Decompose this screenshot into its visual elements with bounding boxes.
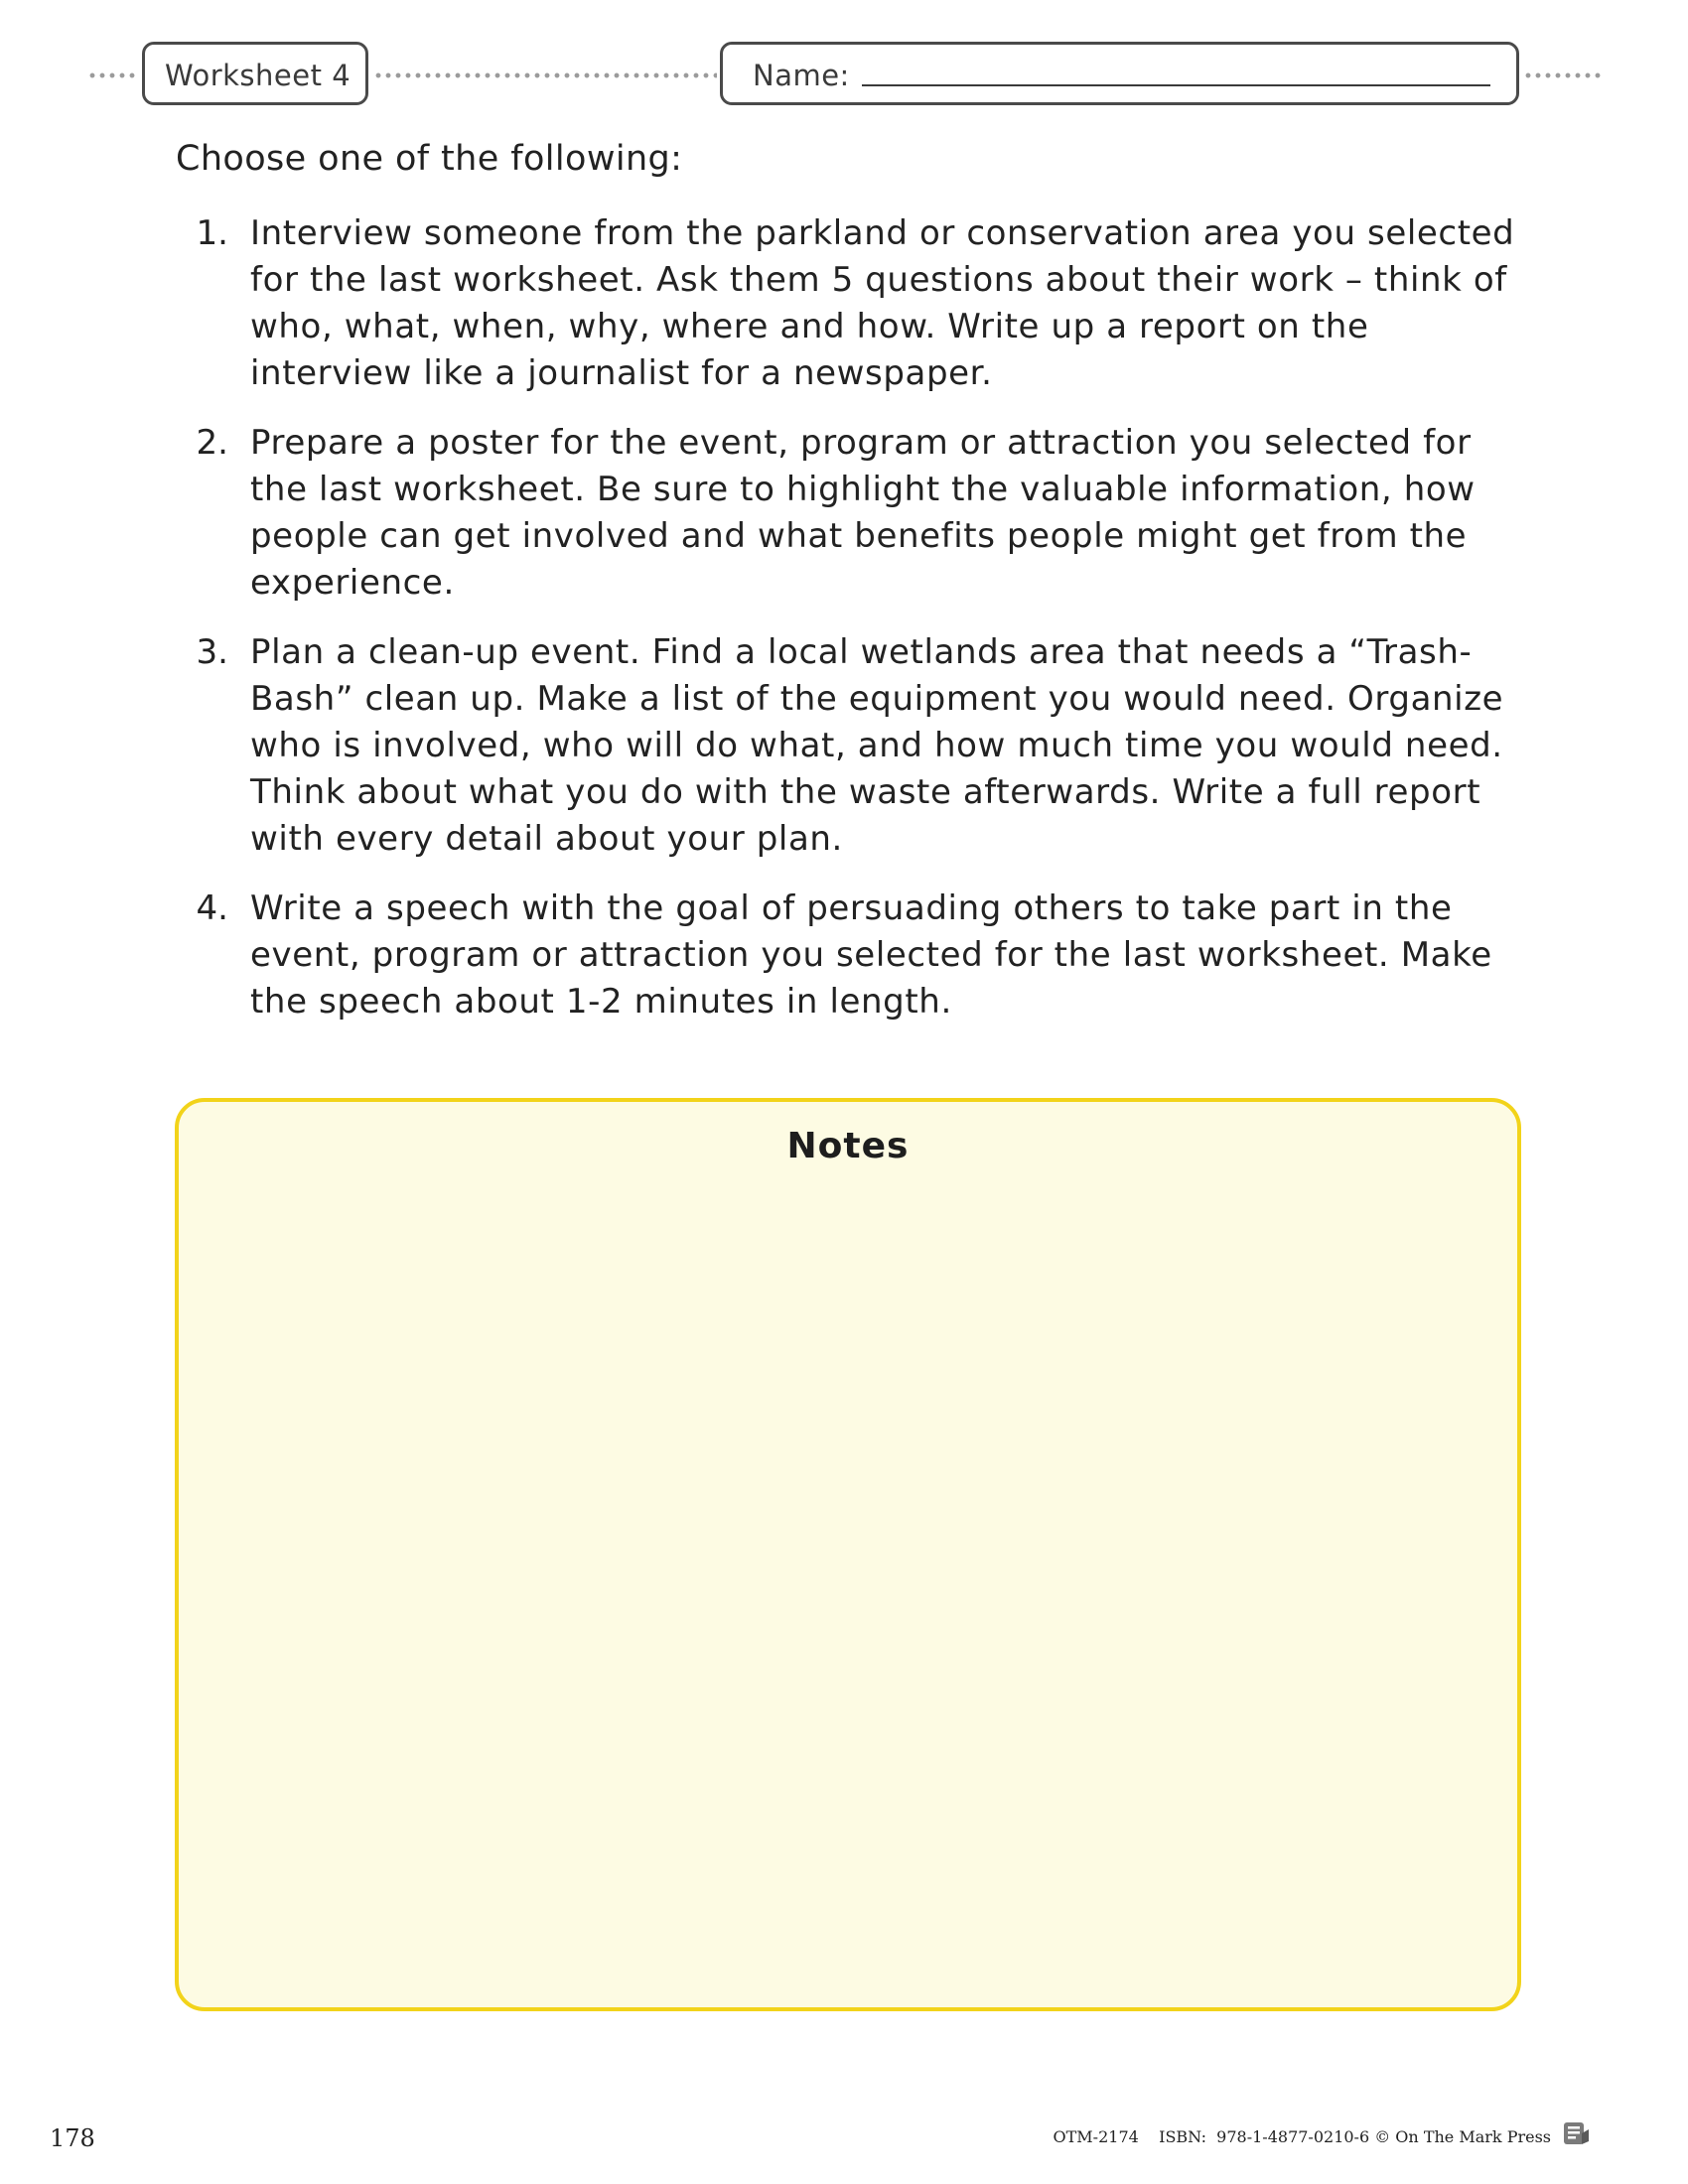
worksheet-label: Worksheet 4: [165, 59, 352, 92]
list-item-text: Write a speech with the goal of persuading others to take part in the event, program or attraction you selected for the last worksheet. Make the speech about 1-2 minutes in length.: [250, 888, 1492, 1022]
list-item: [179, 210, 1539, 397]
list-item-text: Interview someone from the parkland or conservation area you selected for the last worksheet. Ask them 5 questions about their work – think of who, what, when, why, where and how. Write up a report on the interview like a journalist for a newspaper.: [250, 213, 1515, 393]
page-number: 178: [50, 2124, 95, 2152]
notes-box[interactable]: [175, 1098, 1521, 2011]
header-dots-right: [1523, 72, 1603, 78]
header-dots-left: [87, 72, 139, 78]
list-item: [179, 420, 1539, 607]
list-item-number: 1.: [196, 213, 228, 253]
list-item-text: Prepare a poster for the event, program or attraction you selected for the last worksheet. Be sure to highlight the valuable information, how people can get involved and what benefits people might get from the experience.: [250, 423, 1476, 603]
name-tab: [720, 42, 1519, 105]
publisher-logo-icon: [1562, 2119, 1590, 2147]
intro-text: Choose one of the following:: [176, 139, 683, 179]
list-item-text: Plan a clean-up event. Find a local wetlands area that needs a “Trash-Bash” clean up. Make a list of the equipment you would need. Organize who is involved, who will do what, and how much time you would need. Think about what you do with the waste afterwards. Write a full report with every detail about your plan.: [250, 632, 1504, 859]
worksheet-tab: [142, 42, 368, 105]
list-item-number: 4.: [196, 888, 228, 928]
name-label: Name:: [753, 59, 850, 92]
options-list: [179, 210, 1539, 1048]
list-item-number: 2.: [196, 423, 228, 463]
footer-credit: OTM-2174 ISBN: 978-1-4877-0210-6 © On The Mark Press: [1053, 2127, 1551, 2146]
list-item-number: 3.: [196, 632, 228, 672]
list-item: [179, 629, 1539, 863]
name-field[interactable]: [862, 84, 1490, 86]
header-dots-middle: [373, 72, 717, 78]
notes-title: Notes: [786, 1126, 910, 1166]
list-item: [179, 886, 1539, 1025]
